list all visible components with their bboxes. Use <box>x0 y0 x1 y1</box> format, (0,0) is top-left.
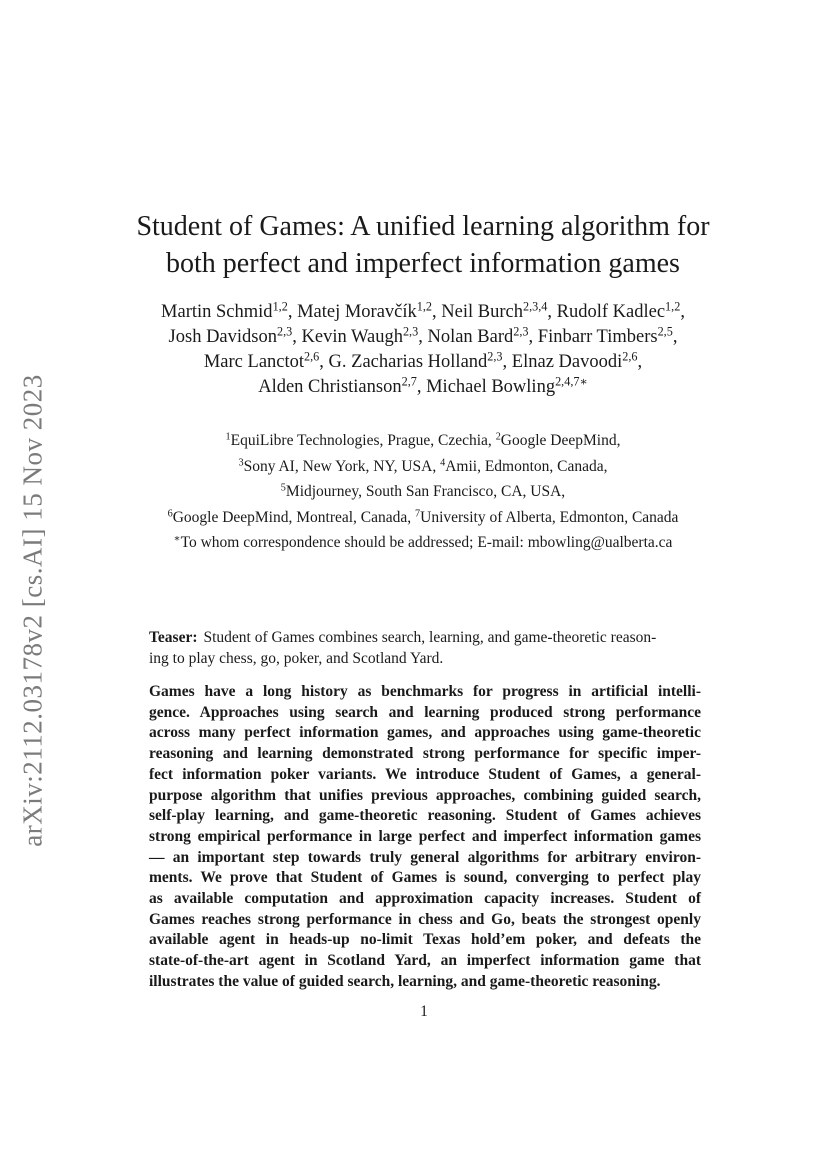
author-name: , Rudolf Kadlec <box>547 302 666 322</box>
author-name: , Michael Bowling <box>416 377 556 397</box>
affiliation-mark: 1 <box>225 431 231 443</box>
author-affiliation-marks: 2,6 <box>622 349 638 364</box>
abstract-line: fect information poker variants. We introduce Student of Games, a general- <box>149 765 701 783</box>
author-name: , Nolan Bard <box>418 327 514 347</box>
author-list <box>110 300 736 400</box>
affiliation-mark: 2 <box>495 431 501 443</box>
author-affiliation-marks: 2,3 <box>513 324 529 339</box>
affiliation-list <box>110 428 736 556</box>
author-affiliation-marks: 2,4,7∗ <box>555 374 588 389</box>
teaser-line-2: ing to play chess, go, poker, and Scotland Yard. <box>149 650 444 667</box>
author-separator: , <box>672 327 678 347</box>
paper-title-line-2: both perfect and imperfect information games <box>166 248 680 279</box>
teaser-text: Student of Games combines search, learning, and game-theoretic reason- <box>203 629 657 646</box>
author-separator: , <box>637 352 643 372</box>
abstract-line: reasoning and learning demonstrated strong performance for specific imper- <box>149 745 701 763</box>
affiliation-mark: 5 <box>280 482 286 494</box>
author-name: , Neil Burch <box>432 302 523 322</box>
author-affiliation-marks: 2,3 <box>402 324 419 339</box>
affiliation-line-2 <box>110 454 736 480</box>
author-affiliation-marks: 2,5 <box>657 324 673 339</box>
abstract-line: across many perfect information games, and approaches using game-theoretic <box>149 724 701 742</box>
abstract-line: available agent in heads-up no-limit Texas hold’em poker, and defeats the <box>149 931 701 949</box>
abstract-line: gence. Approaches using search and learning produced strong performance <box>149 703 701 721</box>
abstract-line: illustrates the value of guided search, learning, and game-theoretic reasoning. <box>149 972 661 990</box>
affiliation-line-3 <box>110 479 736 505</box>
abstract-line: purpose algorithm that unifies previous approaches, combining guided search, <box>149 786 701 804</box>
author-affiliation-marks: 2,7 <box>401 374 417 389</box>
affiliation-mark: 6 <box>167 507 173 519</box>
author-affiliation-marks: 2,3 <box>276 324 293 339</box>
page-number: 1 <box>420 1003 428 1020</box>
affiliation-line-4 <box>110 505 736 531</box>
abstract-line: state-of-the-art agent in Scotland Yard, an imperfect information game that <box>149 952 701 970</box>
abstract-line: self-play learning, and game-theoretic reasoning. Student of Games achieves <box>149 807 701 825</box>
affiliation-text: EquiLibre Technologies, Prague, Czechia, <box>230 432 496 449</box>
author-line-3 <box>110 350 736 375</box>
author-affiliation-marks: 2,6 <box>304 349 320 364</box>
author-affiliation-marks: 1,2 <box>272 299 288 314</box>
author-line-2 <box>110 325 736 350</box>
teaser-paragraph <box>149 627 701 669</box>
author-name: Alden Christianson <box>258 377 402 397</box>
abstract-line: Games have a long history as benchmarks for progress in artificial intelli- <box>149 683 701 700</box>
affiliation-text: Amii, Edmonton, Canada, <box>445 457 608 475</box>
affiliation-text: Google DeepMind, Montreal, Canada, <box>172 508 416 526</box>
author-affiliation-marks: 1,2 <box>416 299 433 314</box>
correspondence-text: To whom correspondence should be addressed; E-mail: mbowling@ualberta.ca <box>180 534 673 551</box>
author-line-4 <box>110 375 736 400</box>
author-line-1 <box>110 300 736 325</box>
author-affiliation-marks: 1,2 <box>665 299 681 314</box>
paper-title <box>100 208 746 282</box>
author-name: Marc Lanctot <box>203 352 305 372</box>
author-name: , Kevin Waugh <box>292 327 403 347</box>
teaser-label: Teaser: <box>149 629 198 646</box>
author-name: Martin Schmid <box>161 302 273 322</box>
affiliation-text: Google DeepMind, <box>500 432 621 449</box>
abstract-line: as available computation and approximation capacity increases. Student of <box>149 890 701 908</box>
arxiv-identifier-stamp <box>8 370 58 850</box>
paper-title-line-1: Student of Games: A unified learning algorithm for <box>136 211 710 242</box>
author-affiliation-marks: 2,3 <box>487 349 503 364</box>
abstract-line: strong empirical performance in large perfect and imperfect information games <box>149 827 701 845</box>
affiliation-mark: 4 <box>440 456 446 468</box>
affiliation-text: Sony AI, New York, NY, USA, <box>243 457 441 475</box>
abstract-line: ments. We prove that Student of Games is sound, converging to perfect play <box>149 869 701 887</box>
author-name: Josh Davidson <box>168 327 277 347</box>
abstract-line: — an important step towards truly general algorithms for arbitrary environ- <box>149 848 701 866</box>
correspondence-line <box>110 530 736 556</box>
affiliation-mark: 3 <box>238 456 244 468</box>
affiliation-mark: 7 <box>415 507 421 519</box>
author-name: , Matej Moravčík <box>287 302 417 322</box>
author-name: , G. Zacharias Holland <box>319 352 488 372</box>
affiliation-text: University of Alberta, Edmonton, Canada <box>420 508 679 526</box>
arxiv-identifier-text: arXiv:2112.03178v2 [cs.AI] 15 Nov 2023 <box>17 373 48 847</box>
author-name: , Finbarr Timbers <box>528 327 658 347</box>
affiliation-line-1 <box>110 428 736 454</box>
affiliation-text: Midjourney, South San Francisco, CA, USA, <box>285 483 566 500</box>
teaser-line-1 <box>149 627 701 648</box>
author-name: , Elnaz Davoodi <box>502 352 623 372</box>
abstract-line: Games reaches strong performance in chess and Go, beats the strongest openly <box>149 910 701 928</box>
abstract-paragraph <box>149 682 701 993</box>
author-separator: , <box>680 302 685 322</box>
author-affiliation-marks: 2,3,4 <box>522 299 548 314</box>
correspondence-mark: ∗ <box>173 533 181 545</box>
